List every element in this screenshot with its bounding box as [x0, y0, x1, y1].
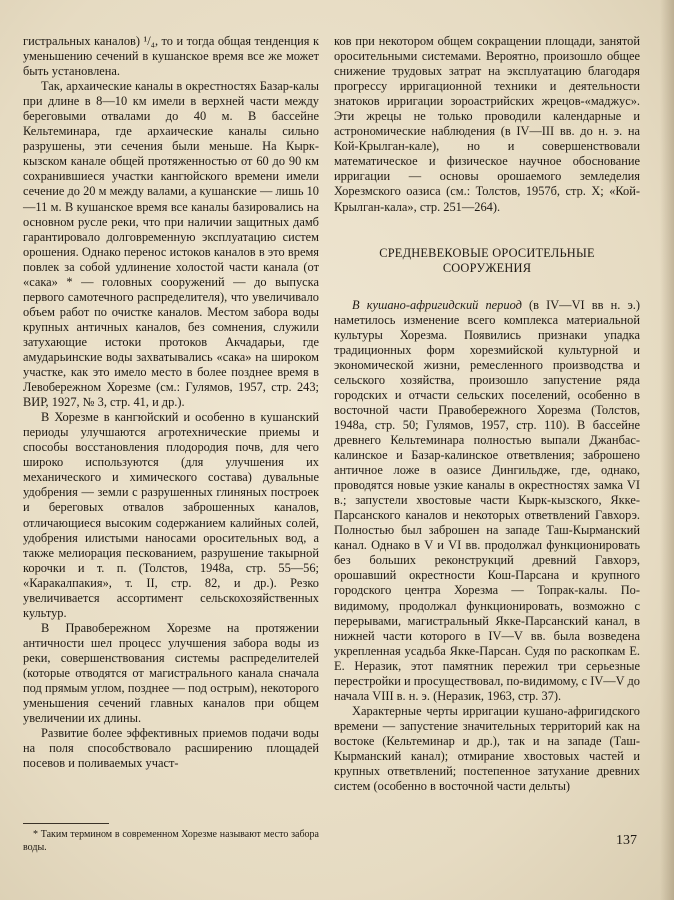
paragraph: Так, архаические каналы в окрестностях Базар-калы при длине в 8—10 км имели в верхней части между береговыми отвалами до 40 м. В бассейне Кельтеминара, где архаические каналы сильно разрушены, эти сечения были меньше. На Кырк-кызском канале общей протяженностью от 60 до 90 км сохранившиеся участки кангюйского времени имели сечение до 20 м между валами, а кушанские — лишь 10—11 м. В кушанское время все каналы базировались на основном русле реки, что при наличии защитных дамб гарантировало долговременную эксплуатацию систем орошения. Однако перенос истоков каналов в это время повлек за собой удлинение холостой части канала (от «сака» * — головных сооружений — до выпуска первого самотечного распределителя), что увеличивало объем работ по очистке каналов. Местом забора воды крупных античных каналов, без сомнения, служили затухающие истоки протоков Акчадарьи, где амударьинские воды захватывались «сака» на широком участке, как это имело место в более позднее время в Левобережном Хорезме (см.: Гулямов, 1957, стр. 243; ВИР, 1927, № 3, стр. 41, и др.).: [23, 79, 319, 410]
page-edge-shadow: [660, 0, 674, 900]
paragraph: [334, 298, 640, 704]
right-column: [334, 34, 640, 794]
paragraph: гистральных каналов) ¹/₄, то и тогда общая тенденция к уменьшению сечений в кушанское время все же может быть установлена.: [23, 34, 319, 79]
footnote-divider: [23, 823, 109, 824]
paragraph: В Правобережном Хорезме на протяжении античности шел процесс улучшения забора воды из реки, совершенствования системы распределителей (которые отводятся от магистрального канала сначала под прямым углом, позднее — под острым), некоторого уменьшения сечений главных каналов при общем увеличении их длины.: [23, 620, 319, 726]
paragraph: ков при некотором общем сокращении площади, занятой оросительными системами. Вероятно, произошло общее снижение трудовых затрат на эксплуатацию благодаря прогрессу ирригационной техники и деятельности знатоков ирригации зороастрийских жрецов-«маджус». Эти жрецы не только проводили календарные и астрономические наблюдения (в IV—III вв. до н. э. на Кой-Крылган-кале), но и совершенствовали математическое и физическое научное обоснование ирригации — основы орошаемого земледелия Хорезмского оазиса (см.: Толстов, 1957б, стр. X; «Кой-Крылган-кала», стр. 251—264).: [334, 34, 640, 214]
paragraph: В Хорезме в кангюйский и особенно в кушанский периоды улучшаются агротехнические приемы и способы восстановления плодородия почв, для чего широко используются (для улучшения их механического и химического состава) дувальные удобрения — земли с разрушенных глиняных построек и береговых отвалов заброшенных каналов, отличающиеся высоким содержанием калийных солей, удобрения илистыми наносами оросительных вод, а также мелиорация пескованием, разрушение такырной корочки и т. п. (Толстов, 1948а, стр. 55—56; «Каракалпакия», т. II, стр. 82, и др.). Резко увеличивается ассортимент сельскохозяйственных культур.: [23, 410, 319, 620]
left-column: [23, 34, 319, 854]
section-title: [334, 246, 640, 276]
section-title-line: СРЕДНЕВЕКОВЫЕ ОРОСИТЕЛЬНЫЕ: [379, 245, 595, 260]
paragraph: Развитие более эффективных приемов подачи воды на поля способствовало расширению площадей посевов и поливаемых участ-: [23, 726, 319, 771]
paragraph: Характерные черты ирригации кушано-афригидского времени — запустение значительных территорий как на востоке (Кельтеминар и др.), так и на западе (Таш-Кырманский канал); отмирание хвостовых частей и крупных ответвлений; постепенное затухание древних систем (особенно в восточной части дельты): [334, 703, 640, 794]
paragraph-text: (в IV—VI вв н. э.) наметилось изменение всего комплекса материальной культуры Хорезма. Появились признаки упадка традиционных форм хорезмийской культурной и экономической жизни, ремесленного производства и сельского хозяйства, произошло запустение ряда городских и отчасти сельских поселений, особенно в восточной части Правобережного Хорезма (Толстов, 1948а, стр. 50; Гулямов, 1957, стр. 110). В бассейне древнего Кельтеминара полностью выпали Джанбас-калинское и Базар-калинское ответвления; заброшено античное ложе в оазисе Дингильдже, где, однако, проводятся новые узкие каналы в окрестностях замка VI в.; запустели хвостовые части Кырк-кызского, Якке-Парсанского каналов и некоторых ответвлений Гавхорэ. Полностью был заброшен на западе Таш-Кырманский канал. Однако в V и VI вв. продолжал функционировать без больших реконструкций древний Гавхорэ, орошавший окрестности Кош-Парсана и крупного городского центра Хорезма — Топрак-калы. По-видимому, продолжал функционировать, возможно с перерывами, магистральный Якке-Парсанский канал, в нижней части которого в IV—V вв. была возведена укрепленная усадьба Якке-Парсан. Судя по раскопкам Е. Е. Неразик, этот памятник пережил три серьезные перестройки и просуществовал, по-видимому, с IV—V до начала VIII в. н. э. (Неразик, 1963, стр. 37).: [334, 297, 641, 703]
section-title-line: СООРУЖЕНИЯ: [442, 260, 532, 275]
footnote: * Таким термином в современном Хорезме называют место забора воды.: [23, 829, 319, 854]
period-heading: В кушано-афригидский период: [352, 297, 522, 312]
page-number: 137: [616, 833, 637, 848]
